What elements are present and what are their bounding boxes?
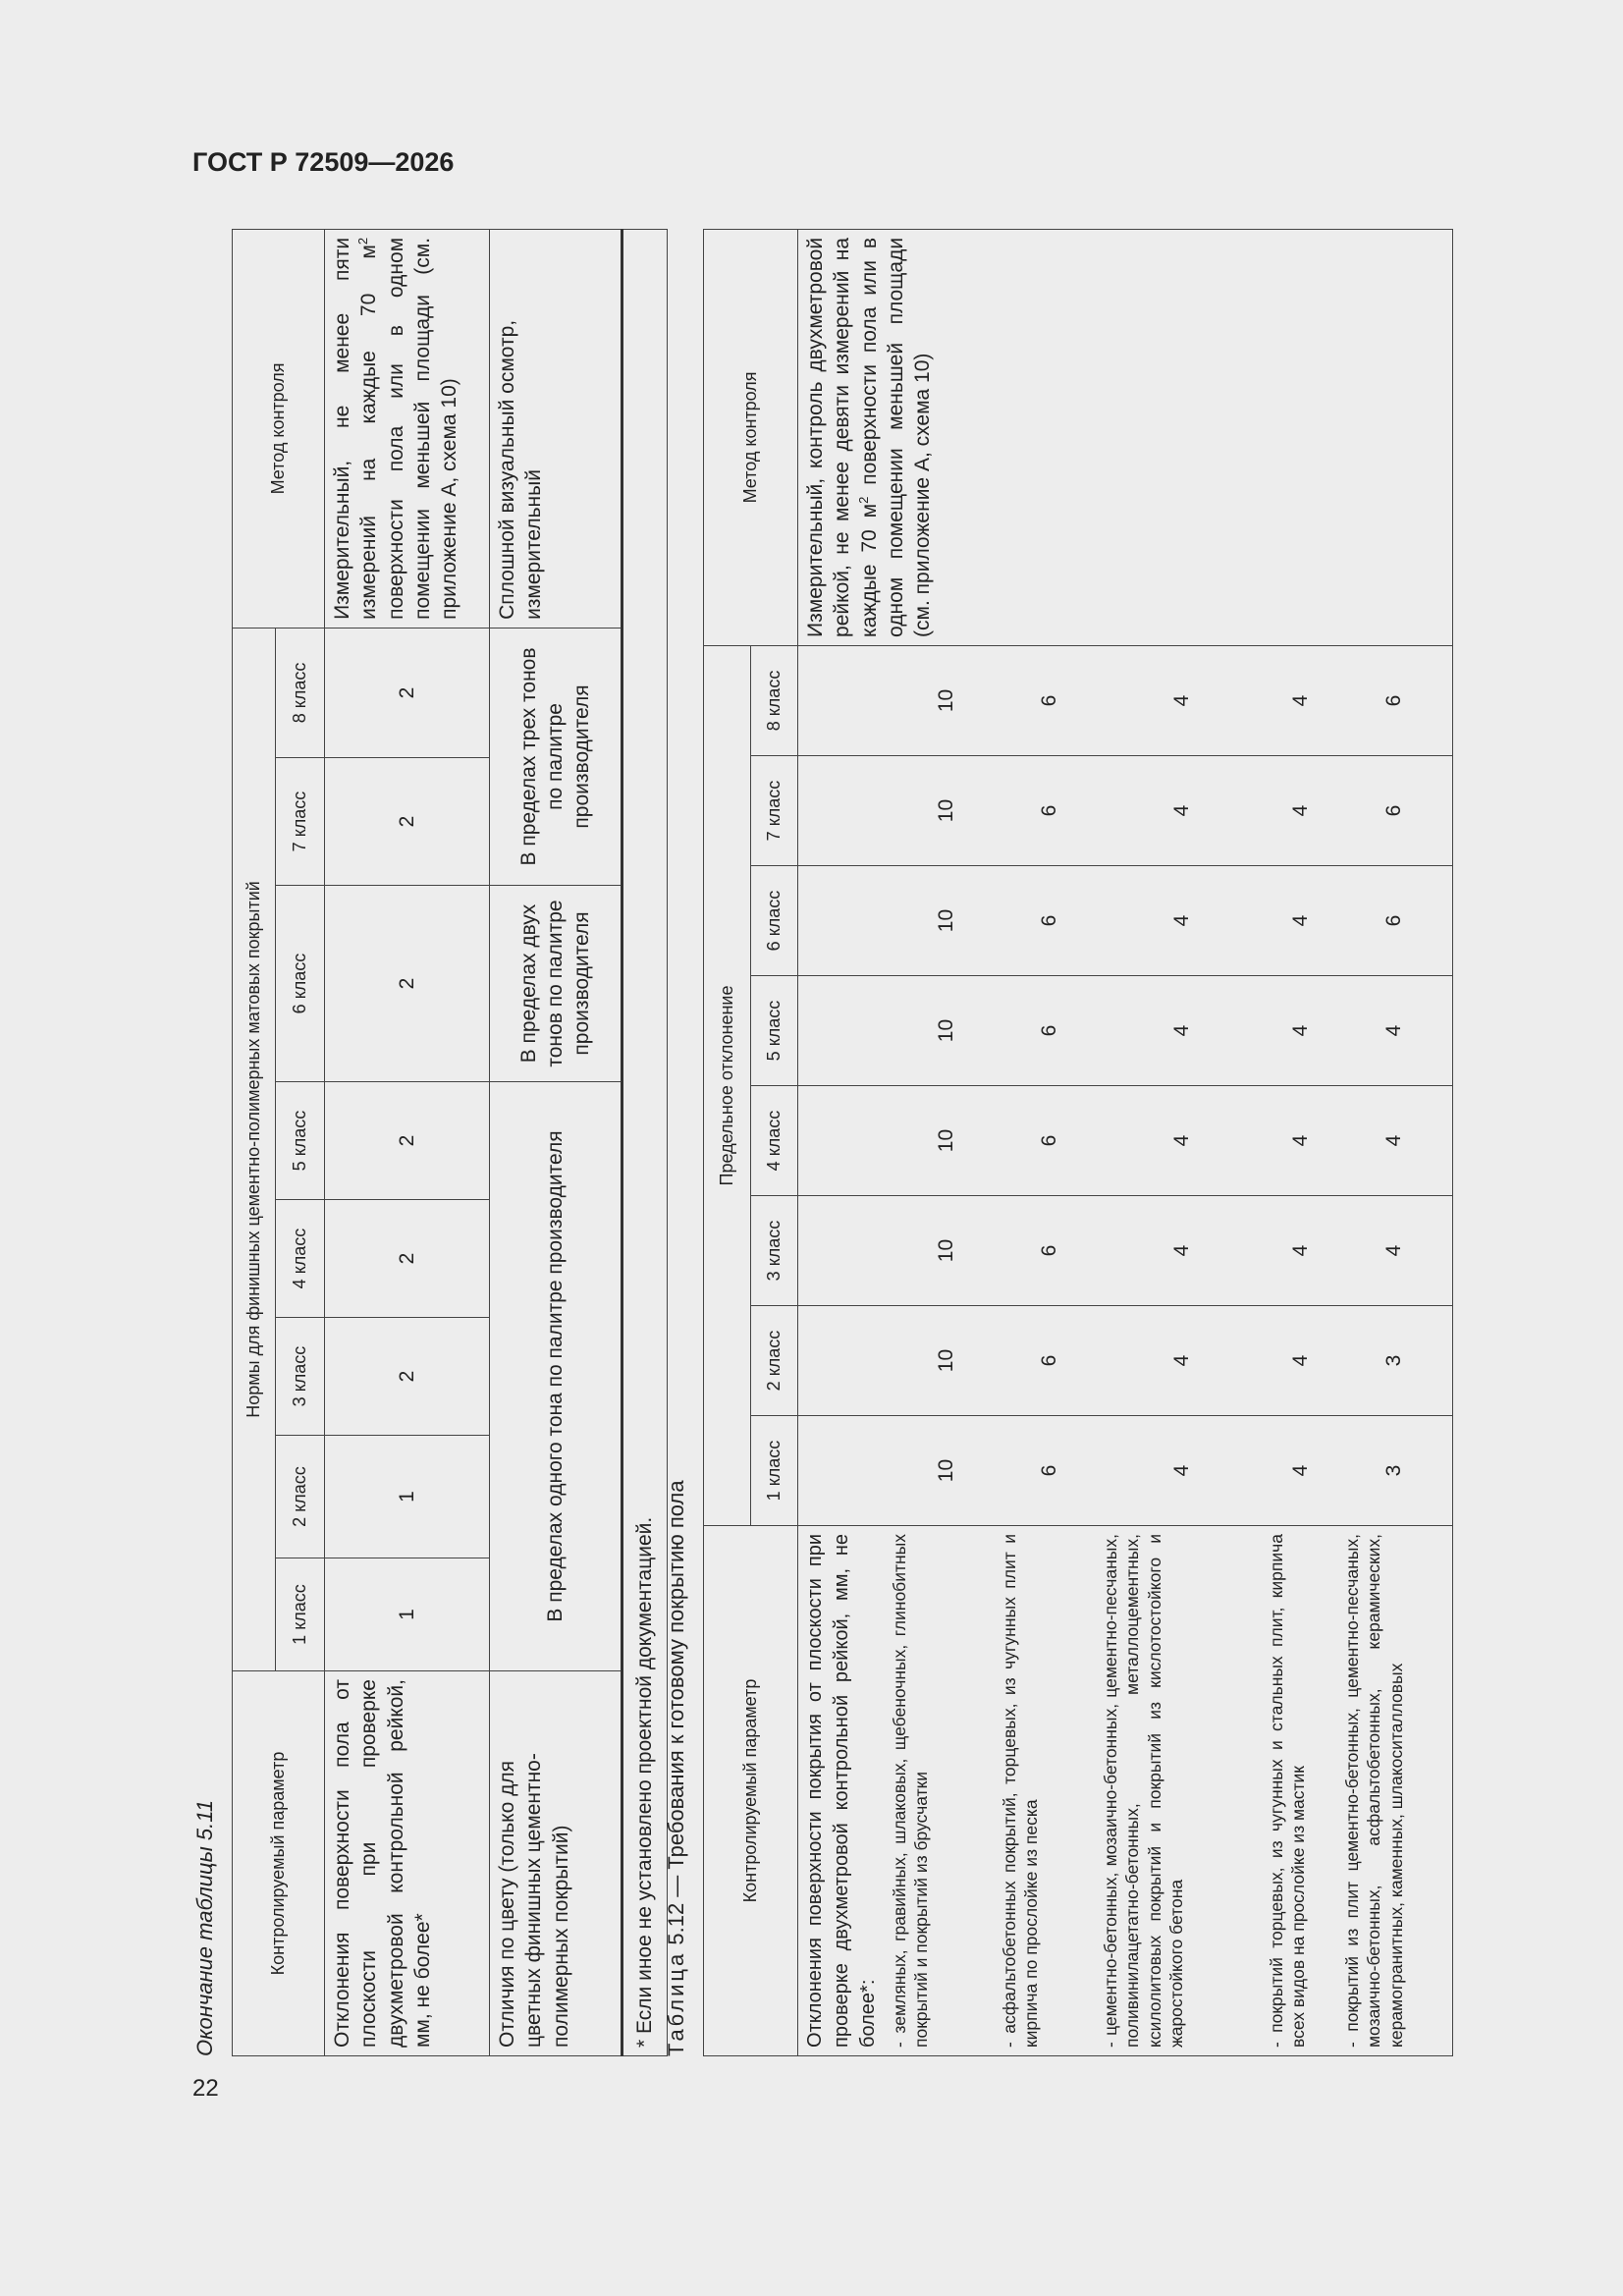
value-cell: 4 — [1289, 694, 1312, 707]
value-cell: 2 — [325, 1082, 490, 1200]
table-5-12-caption — [664, 1480, 689, 2056]
footnote: * Если иное не установлено проектной документацией. — [622, 229, 668, 2055]
value-cell: 4 — [1170, 694, 1193, 707]
class-header: 1 класс — [276, 1558, 325, 1671]
value-cell: 4 — [1289, 1244, 1312, 1257]
value-cell: 6 — [1038, 1244, 1060, 1257]
page-number: 22 — [192, 2075, 219, 2102]
class-column — [798, 645, 1453, 755]
param-cell — [798, 1526, 1453, 2056]
value-cell: 4 — [1170, 1244, 1193, 1257]
value-cell: 3 — [1382, 1464, 1405, 1477]
param-subitem: - покрытий из плит цементно-бетонных, цементно-песчаных, мозаично-бетонных, асфальтобетонных, керамических, керамогранитных, каменных, шлакоситалловых — [1342, 1534, 1406, 2048]
value-cell: 4 — [1289, 1464, 1312, 1477]
class-header: 1 класс — [751, 1416, 798, 1526]
value-cell: 6 — [1038, 1464, 1060, 1477]
class-column — [798, 1306, 1453, 1416]
value-cell: 2 — [325, 628, 490, 757]
value-cell: 2 — [325, 886, 490, 1082]
param-cell: Отклонения поверхности пола от плоскости при проверке двухметровой контрольной рейкой, мм, не более* — [325, 1671, 490, 2056]
param-subitem: - асфальтобетонных покрытий, торцевых, из чугунных плит и кирпича по прослойке из песка — [1000, 1534, 1042, 2048]
class-header: 4 класс — [751, 1086, 798, 1196]
class-header: 7 класс — [751, 756, 798, 866]
table-5-12 — [703, 229, 1453, 2056]
value-cell: 6 — [1038, 1024, 1060, 1037]
table-5-11-norms-header: Нормы для финишных цементно-полимерных матовых покрытий — [233, 628, 276, 1670]
param-subitem: - покрытий торцевых, из чугунных и стальных плит, кирпича всех видов на прослойке из мастик — [1267, 1534, 1309, 2048]
table-5-12-method-header: Метод контроля — [704, 229, 798, 645]
table-5-11 — [232, 229, 668, 2056]
value-cell: 2 — [325, 758, 490, 886]
class-header: 2 класс — [276, 1436, 325, 1558]
class-column — [798, 1196, 1453, 1306]
value-cell: 6 — [1038, 694, 1060, 707]
table-5-12-deviation-header: Предельное отклонение — [704, 645, 751, 1525]
class-column — [798, 1086, 1453, 1196]
value-cell: 4 — [1170, 1134, 1193, 1147]
table-row — [798, 229, 1453, 2055]
color-tolerance-cell: В пределах одного тона по палитре производителя — [490, 1082, 622, 1671]
value-cell: 10 — [935, 1128, 957, 1153]
value-cell: 4 — [1170, 1464, 1193, 1477]
value-cell: 4 — [1382, 1244, 1405, 1257]
value-cell: 10 — [935, 1018, 957, 1043]
table-row — [325, 229, 490, 2055]
class-header: 4 класс — [276, 1200, 325, 1318]
value-cell: 4 — [1289, 804, 1312, 817]
class-header: 7 класс — [276, 758, 325, 886]
color-tolerance-cell: В пределах трех тонов по палитре производителя — [490, 628, 622, 885]
value-cell: 4 — [1170, 914, 1193, 927]
value-cell: 2 — [325, 1200, 490, 1318]
class-header: 8 класс — [751, 645, 798, 755]
value-cell: 4 — [1289, 914, 1312, 927]
value-cell: 6 — [1382, 914, 1405, 927]
table-row — [490, 229, 622, 2055]
value-cell: 4 — [1170, 1024, 1193, 1037]
value-cell: 3 — [1382, 1354, 1405, 1367]
table-5-11-method-header: Метод контроля — [233, 229, 325, 628]
class-column — [798, 756, 1453, 866]
value-cell: 6 — [1038, 804, 1060, 817]
value-cell: 10 — [935, 1458, 957, 1483]
class-header: 3 класс — [751, 1196, 798, 1306]
method-cell: Измерительный, не менее пяти измерений на каждые 70 $м^2$ поверхности пола или в одном помещении меньшей площади (см. приложение А, схема 10) — [325, 229, 490, 628]
value-cell: 4 — [1289, 1134, 1312, 1147]
value-cell: 4 — [1170, 804, 1193, 817]
value-cell: 4 — [1170, 1354, 1193, 1367]
class-header: 3 класс — [276, 1318, 325, 1436]
value-cell: 10 — [935, 688, 957, 713]
caption-prefix: Таблица — [664, 1950, 688, 2056]
value-cell: 6 — [1038, 1134, 1060, 1147]
value-cell: 1 — [325, 1558, 490, 1671]
value-cell: 6 — [1038, 1354, 1060, 1367]
class-header: 6 класс — [276, 886, 325, 1082]
value-cell: 4 — [1289, 1354, 1312, 1367]
value-cell: 6 — [1382, 694, 1405, 707]
rotated-content — [192, 230, 1508, 2056]
value-cell: 10 — [935, 798, 957, 823]
method-cell: Измерительный, контроль двухметровой рейкой, не менее девяти измерений на каждые 70 $м^2$ поверхности пола или в одном помещении меньшей площади (см. приложение А, схема 10) — [798, 229, 1453, 645]
standard-header: ГОСТ Р 72509—2026 — [192, 147, 455, 177]
color-tolerance-cell: В пределах двух тонов по палитре производителя — [490, 886, 622, 1082]
value-cell: 4 — [1382, 1024, 1405, 1037]
class-header: 5 класс — [276, 1082, 325, 1200]
param-cell: Отличия по цвету (только для цветных финишных цементно-полимерных покрытий) — [490, 1671, 622, 2056]
value-cell: 6 — [1382, 804, 1405, 817]
param-subitem: - цементно-бетонных, мозаично-бетонных, цементно-песчаных, поливинилацетатно-бетонных, металлоцементных, ксилолитовых покрытий и покрытий из кислотостойкого и жаростойкого бетона — [1101, 1534, 1187, 2048]
value-cell: 2 — [325, 1318, 490, 1436]
class-header: 6 класс — [751, 866, 798, 976]
param-intro: Отклонения поверхности покрытия от плоскости при проверке двухметровой контрольной рейкой, мм, не более*: — [804, 1534, 879, 2048]
class-column — [798, 1416, 1453, 1526]
value-cell: 6 — [1038, 914, 1060, 927]
value-cell: 10 — [935, 908, 957, 933]
class-column — [798, 976, 1453, 1086]
class-header: 8 класс — [276, 628, 325, 757]
table-5-11-param-header: Контролируемый параметр — [233, 1671, 325, 2056]
value-cell: 10 — [935, 1238, 957, 1263]
method-cell: Сплошной визуальный осмотр, измерительный — [490, 229, 622, 628]
class-column — [798, 866, 1453, 976]
table-5-11-caption: Окончание таблицы 5.11 — [192, 1799, 217, 2056]
value-cell: 4 — [1289, 1024, 1312, 1037]
table-5-12-param-header: Контролируемый параметр — [704, 1526, 798, 2056]
footnote-row — [622, 229, 668, 2055]
class-header: 2 класс — [751, 1306, 798, 1416]
class-header: 5 класс — [751, 976, 798, 1086]
param-subitem: - земляных, гравийных, шлаковых, щебеночных, глинобитных покрытий и покрытий из брусчатки — [890, 1534, 932, 2048]
caption-rest: 5.12 — Требования к готовому покрытию пола — [664, 1480, 688, 1951]
value-cell: 1 — [325, 1436, 490, 1558]
value-cell: 4 — [1382, 1134, 1405, 1147]
value-cell: 10 — [935, 1348, 957, 1373]
